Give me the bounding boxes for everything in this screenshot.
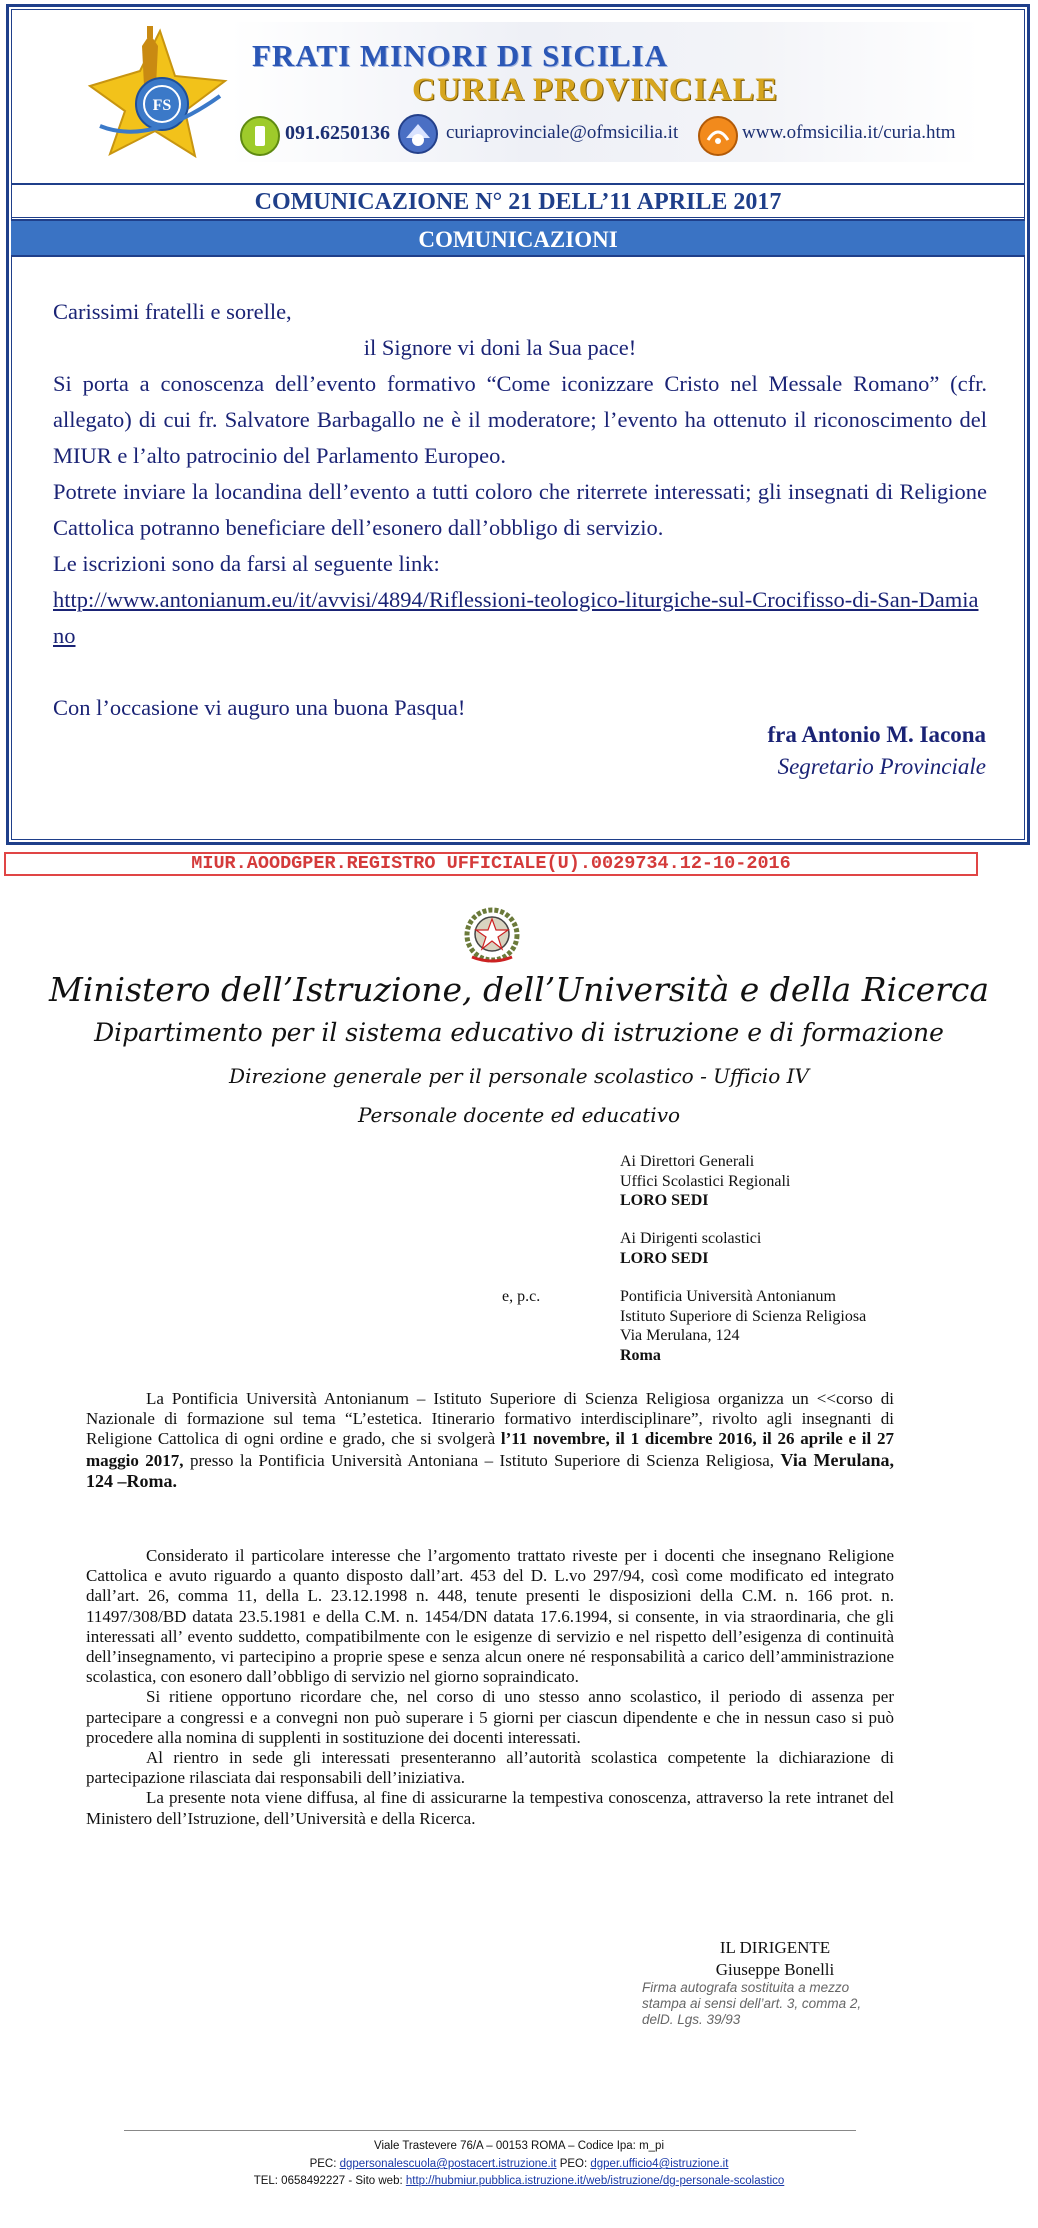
tel-label: TEL: 0658492227 - Sito web: bbox=[253, 2175, 406, 2187]
site-link[interactable]: http://hubmiur.pubblica.istruzione.it/web/istruzione/dg-personale-scolastico bbox=[405, 2175, 785, 2187]
phone-icon bbox=[240, 116, 280, 156]
signature-role: Segretario Provinciale bbox=[777, 754, 986, 779]
recipient-line: Ai Direttori Generali bbox=[620, 1153, 755, 1170]
department-name: Dipartimento per il sistema educativo di istruzione e di formazione bbox=[94, 1018, 944, 1047]
memo-paragraph-5: La presente nota viene diffusa, al fine di assicurarne la tempestiva conoscenza, attraverso la rete intranet del Ministero dell’Istruzione, dell’Università e della Ricerca. bbox=[86, 1788, 894, 1828]
ministry-name: Ministero dell’Istruzione, dell’Università e della Ricerca bbox=[48, 970, 990, 1009]
footer-contacts bbox=[0, 2175, 1038, 2187]
franciscan-logo bbox=[80, 26, 230, 160]
email-address[interactable]: curiaprovinciale@ofmsicilia.it bbox=[446, 122, 679, 143]
peo-label: PEO: bbox=[556, 2158, 591, 2170]
recipient-line: Ai Dirigenti scolastici bbox=[620, 1230, 762, 1247]
memo-paragraph-4: Al rientro in sede gli interessati presenteranno all’autorità scolastica competente la dichiarazione di partecipazione rilasciata dai responsabili dell’iniziativa. bbox=[86, 1748, 894, 1788]
footer-address: Viale Trastevere 76/A – 00153 ROMA – Codice Ipa: m_pi bbox=[373, 2140, 664, 2152]
logo-monogram: FS bbox=[152, 97, 172, 114]
memo-address: Via Merulana, 124 –Roma. bbox=[86, 1449, 894, 1491]
signer-title: IL DIRIGENTE bbox=[719, 1938, 831, 1957]
blank-line bbox=[53, 654, 987, 690]
directorate-name: Direzione generale per il personale scolastico - Ufficio IV bbox=[229, 1064, 809, 1088]
recipient-line: Uffici Scolastici Regionali bbox=[620, 1172, 791, 1190]
recipients-group-3 bbox=[620, 1287, 866, 1365]
recipient-line: Istituto Superiore di Scienza Religiosa bbox=[620, 1307, 867, 1325]
registration-link[interactable]: http://www.antonianum.eu/it/avvisi/4894/Riflessioni-teologico-liturgiche-sul-Crocifisso-di-San-Damiano bbox=[53, 587, 979, 648]
peo-link[interactable]: dgper.ufficio4@istruzione.it bbox=[590, 2158, 729, 2170]
signer-name: Giuseppe Bonelli bbox=[715, 1960, 835, 1979]
web-icon bbox=[698, 116, 738, 156]
recipient-line: Roma bbox=[620, 1346, 661, 1364]
recipient-line: LORO SEDI bbox=[620, 1192, 709, 1209]
website-address[interactable]: www.ofmsicilia.it/curia.htm bbox=[742, 122, 956, 143]
memo-body bbox=[86, 1546, 894, 1829]
epc-label: e, p.c. bbox=[502, 1288, 541, 1305]
protocol-stamp: MIUR.AOODGPER.REGISTRO UFFICIALE(U).0029734.12-10-2016 bbox=[4, 852, 978, 876]
italian-republic-emblem bbox=[464, 905, 520, 963]
recipient-line: LORO SEDI bbox=[620, 1249, 709, 1267]
memo-paragraph-1 bbox=[86, 1389, 894, 1492]
letterhead-subtitle: CURIA PROVINCIALE bbox=[412, 72, 779, 108]
recipient-line: Pontificia Università Antonianum bbox=[620, 1288, 836, 1305]
autograph-note: Firma autografa sostituita a mezzo stampa ai sensi dell’art. 3, comma 2, delD. Lgs. 39/93 bbox=[642, 1980, 862, 2027]
letter-paragraph-1: Si porta a conoscenza dell’evento formativo “Come iconizzare Cristo nel Messale Romano” (cfr. allegato) di cui fr. Salvatore Barbagallo ne è il moderatore; l’evento ha ottenuto il riconoscimento del MIUR e l’alto patrocinio del Parlamento Europeo. bbox=[53, 371, 987, 468]
closing: Con l’occasione vi auguro una buona Pasqua! bbox=[53, 695, 466, 720]
letter-paragraph-3: Le iscrizioni sono da farsi al seguente link: bbox=[53, 551, 440, 576]
memo-p1-text: La Pontificia Università Antonianum – Istituto Superiore di Scienza Religiosa organizza un <<corso di Nazionale di formazione sul tema “L’estetica. Itinerario formativo interdisciplinare”, rivolto agli insegnanti di Religione Cattolica di ogni ordine e grado, che si svolgerà bbox=[86, 1389, 894, 1449]
memo-paragraph-2: Considerato il particolare interesse che l’argomento trattato riveste per i docenti che insegnano Religione Cattolica e avuto riguardo a quanto disposto dall’art. 453 del D. L.vo 297/94, così come modificato ed integrato dall’art. 26, comma 11, della L. 23.12.1998 n. 448, tenute presenti le disposizioni della C.M. n. 166 prot. n. 11497/308/BD datata 23.5.1981 e della C.M. n. 1454/DN datata 17.6.1994, si consente, in via straordinaria, che gli interessati all’ evento suddetto, compatibilmente con le esigenze di servizio e nel rispetto dell’esigenza di continuità dell’insegnamento, vi partecipino a proprie spese e senza alcun onere né responsabilità a carico dell’amministrazione scolastica, con esonero dall’obbligo di servizio nel giorno sopraindicato. bbox=[86, 1546, 894, 1687]
memo-p1-venue: presso la Pontificia Università Antoniana – Istituto Superiore di Scienza Religiosa, bbox=[183, 1450, 781, 1470]
letterhead-title: FRATI MINORI DI SICILIA bbox=[252, 38, 669, 73]
communication-number: COMUNICAZIONE N° 21 DELL’11 APRILE 2017 bbox=[11, 186, 1025, 218]
recipients-group-2 bbox=[620, 1229, 761, 1268]
blessing: il Signore vi doni la Sua pace! bbox=[363, 335, 637, 360]
memo-paragraph-3: Si ritiene opportuno ricordare che, nel corso di uno stesso anno scolastico, il periodo di assenza per partecipare a congressi e a convegni non può superare i 5 giorni per ciascun dipendente e che in nessun caso si può procedere alla nomina di supplenti in sostituzione dei docenti interessati. bbox=[86, 1687, 894, 1747]
phone-number: 091.6250136 bbox=[285, 122, 390, 144]
pec-link[interactable]: dgpersonalescuola@postacert.istruzione.it bbox=[339, 2158, 557, 2170]
signature-name: fra Antonio M. Iacona bbox=[767, 722, 986, 747]
footer-emails bbox=[0, 2158, 1038, 2170]
salutation: Carissimi fratelli e sorelle, bbox=[53, 299, 292, 324]
logo-cross-shape bbox=[147, 26, 153, 38]
office-name: Personale docente ed educativo bbox=[357, 1103, 681, 1127]
communication-bar: COMUNICAZIONI bbox=[11, 219, 1025, 257]
footer-divider bbox=[124, 2130, 856, 2131]
recipient-line: Via Merulana, 124 bbox=[620, 1327, 740, 1344]
email-icon bbox=[398, 114, 438, 154]
letter-paragraph-2: Potrete inviare la locandina dell’evento a tutti coloro che riterrete interessati; gli insegnati di Religione Cattolica potranno beneficiare dell’esonero dall’obbligo di servizio. bbox=[53, 479, 987, 540]
letter-body bbox=[53, 294, 987, 726]
pec-label: PEC: bbox=[309, 2158, 340, 2170]
memo-dates: l’11 novembre, il 1 dicembre 2016, il 26 aprile e il 27 maggio 2017, bbox=[86, 1429, 894, 1470]
recipients-group-1 bbox=[620, 1152, 790, 1211]
